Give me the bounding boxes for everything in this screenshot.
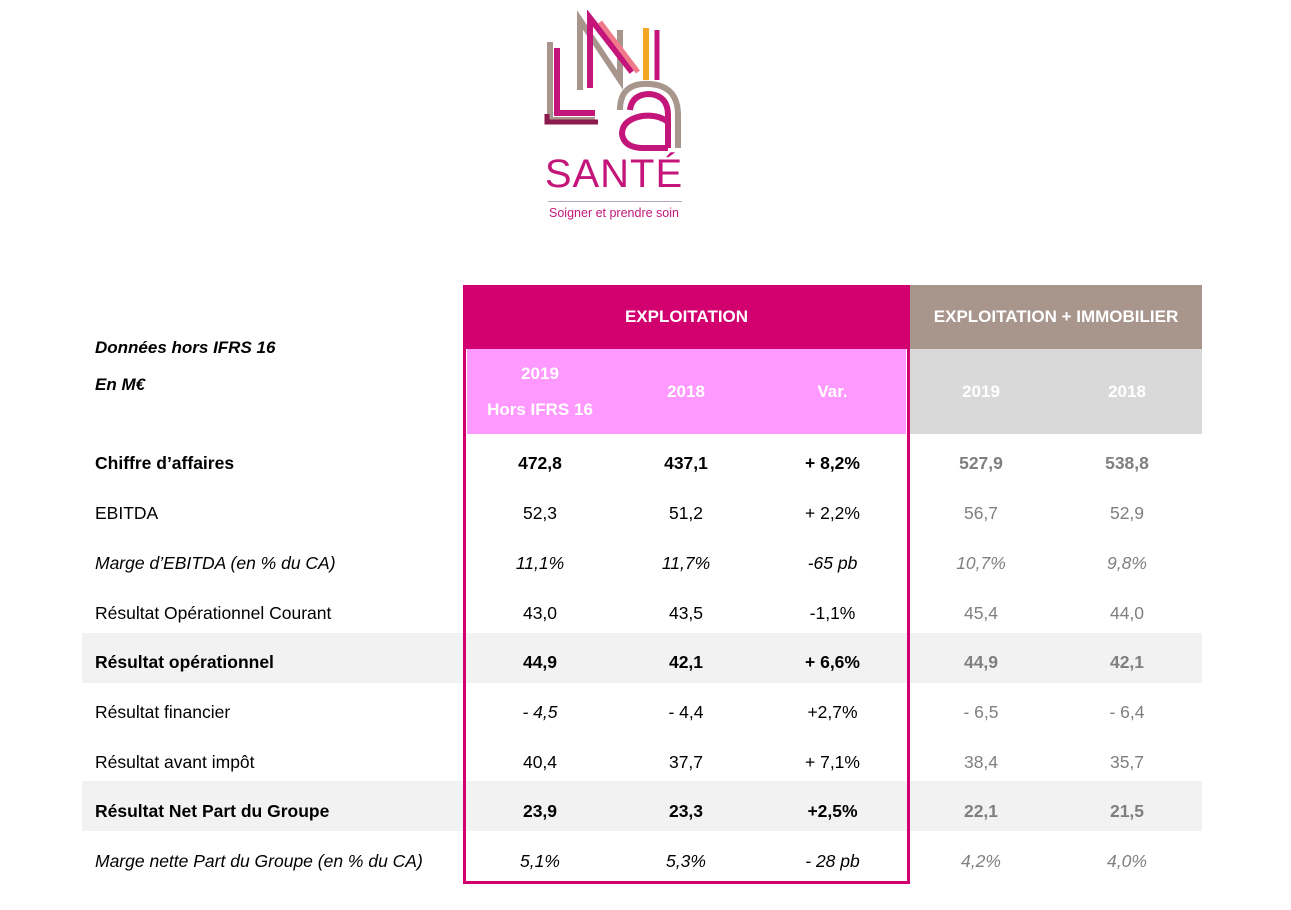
cell-exp-2019: 11,1%: [515, 552, 565, 573]
cell-exp-2019: 23,9: [522, 800, 558, 821]
cell-immo-2018: 21,5: [1109, 800, 1145, 821]
column-header-immo-2019: 2019: [962, 381, 1000, 401]
group-header-immobilier-label: EXPLOITATION + IMMOBILIER: [933, 307, 1179, 326]
group-header-immobilier: [910, 285, 1202, 349]
row-label: Chiffre d’affaires: [95, 452, 235, 473]
row-label: Marge nette Part du Groupe (en % du CA): [95, 850, 423, 871]
cell-immo-2019: - 6,5: [963, 701, 999, 722]
exploitation-frame: [463, 345, 910, 884]
row-label: Résultat avant impôt: [95, 751, 255, 772]
cell-immo-2019: 22,1: [963, 800, 999, 821]
row-label: Marge d’EBITDA (en % du CA): [95, 552, 336, 573]
row-label: Résultat Opérationnel Courant: [95, 602, 332, 623]
cell-exp-2018: 23,3: [668, 800, 704, 821]
table-caption-unit: En M€: [95, 375, 146, 394]
cell-exp-2018: 437,1: [664, 452, 708, 473]
cell-immo-2019: 56,7: [963, 502, 999, 523]
row-label: EBITDA: [95, 502, 159, 523]
cell-immo-2019: 527,9: [959, 452, 1003, 473]
cell-immo-2019: 38,4: [963, 751, 999, 772]
logo-wordmark: SANTÉ: [544, 152, 684, 196]
cell-exp-var: + 2,2%: [805, 502, 860, 523]
cell-exp-2018: 42,1: [668, 651, 704, 672]
cell-exp-2018: 51,2: [668, 502, 704, 523]
column-header-exp-2019-note: Hors IFRS 16: [487, 399, 593, 419]
cell-exp-var: - 28 pb: [805, 850, 860, 871]
cell-immo-2018: 4,0%: [1107, 850, 1147, 871]
cell-exp-2019: 40,4: [522, 751, 558, 772]
row-label: Résultat Net Part du Groupe: [95, 800, 330, 821]
cell-exp-2019: 44,9: [522, 651, 558, 672]
cell-exp-var: +2,5%: [807, 800, 858, 821]
cell-exp-var: + 7,1%: [805, 751, 860, 772]
cell-exp-var: + 8,2%: [805, 452, 860, 473]
column-header-exp-2019-year: 2019: [521, 363, 559, 383]
cell-immo-2018: - 6,4: [1109, 701, 1145, 722]
cell-exp-2018: 37,7: [668, 751, 704, 772]
table-caption-scope: Données hors IFRS 16: [95, 338, 276, 357]
group-header-exploitation: [463, 285, 910, 349]
column-header-exp-var: Var.: [817, 381, 848, 401]
cell-immo-2018: 52,9: [1109, 502, 1145, 523]
logo-tagline: Soigner et prendre soin: [549, 206, 679, 220]
cell-exp-2018: 43,5: [668, 602, 704, 623]
column-header-exp-2018: 2018: [667, 381, 705, 401]
cell-immo-2018: 42,1: [1109, 651, 1145, 672]
cell-immo-2018: 35,7: [1109, 751, 1145, 772]
cell-exp-var: +2,7%: [807, 701, 858, 722]
cell-exp-2019: - 4,5: [522, 701, 558, 722]
cell-exp-var: + 6,6%: [805, 651, 860, 672]
column-header-immo-2018: 2018: [1108, 381, 1146, 401]
cell-immo-2018: 538,8: [1105, 452, 1149, 473]
cell-immo-2019: 45,4: [963, 602, 999, 623]
cell-immo-2019: 10,7%: [956, 552, 1006, 573]
group-header-exploitation-label: EXPLOITATION: [624, 307, 749, 326]
logo-divider: [548, 201, 682, 202]
row-label: Résultat financier: [95, 701, 231, 722]
cell-exp-2018: - 4,4: [668, 701, 704, 722]
cell-immo-2019: 4,2%: [961, 850, 1001, 871]
cell-exp-var: -65 pb: [807, 552, 858, 573]
cell-exp-2019: 52,3: [522, 502, 558, 523]
cell-exp-var: -1,1%: [809, 602, 856, 623]
cell-immo-2019: 44,9: [963, 651, 999, 672]
cell-exp-2018: 11,7%: [661, 552, 711, 573]
cell-exp-2019: 472,8: [518, 452, 562, 473]
cell-exp-2019: 43,0: [522, 602, 558, 623]
cell-exp-2019: 5,1%: [520, 850, 560, 871]
cell-exp-2018: 5,3%: [666, 850, 706, 871]
row-label: Résultat opérationnel: [95, 651, 274, 672]
cell-immo-2018: 9,8%: [1107, 552, 1147, 573]
cell-immo-2018: 44,0: [1109, 602, 1145, 623]
